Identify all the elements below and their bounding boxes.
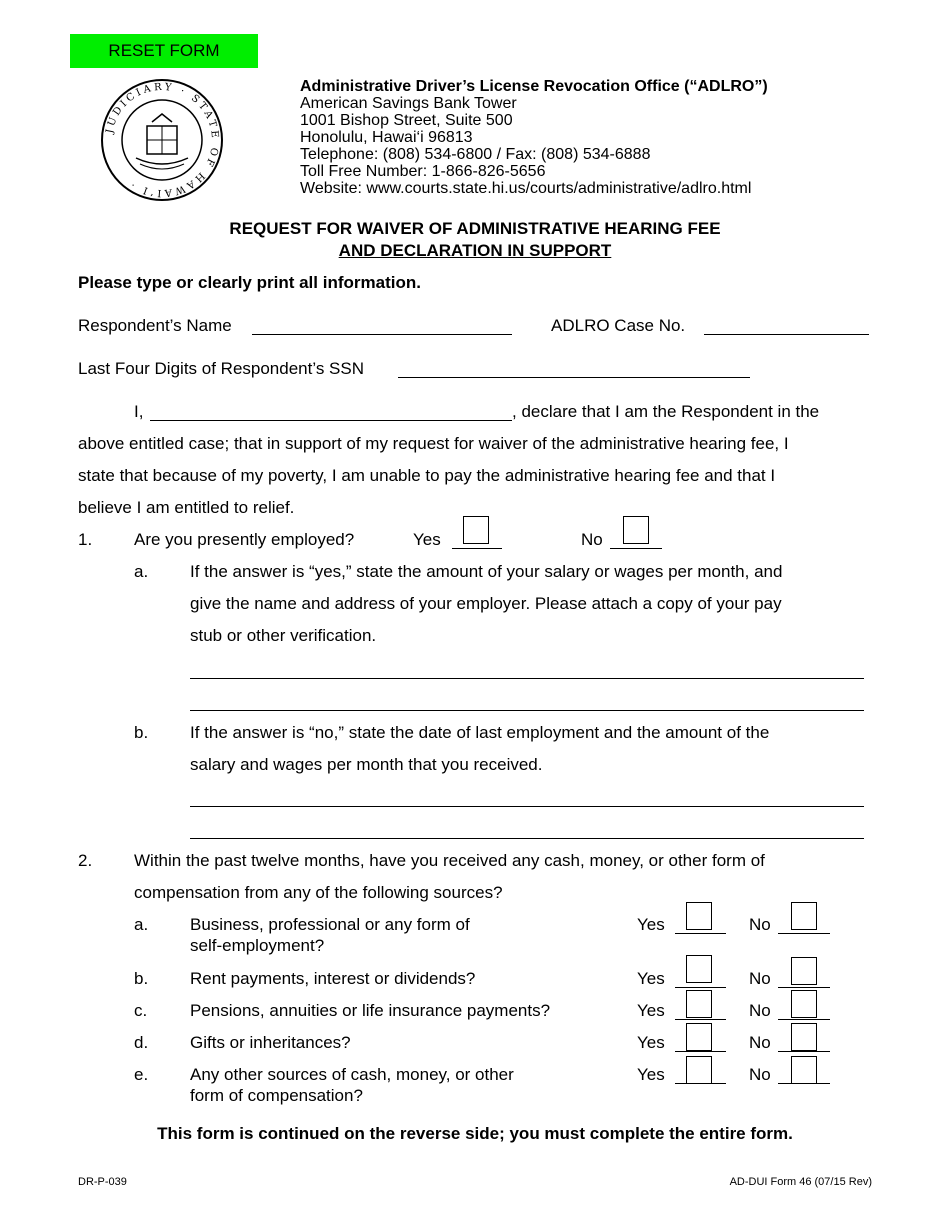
office-line: American Savings Bank Tower (300, 95, 517, 112)
ssn-field[interactable] (398, 377, 750, 378)
q2e-no-checkbox[interactable] (791, 1056, 817, 1084)
q2b-no-line (778, 987, 830, 988)
office-name: Administrative Driver’s License Revocation Office (“ADLRO”) (300, 78, 768, 95)
q2d-yes-line (675, 1051, 726, 1052)
q2c-letter: c. (134, 1001, 148, 1020)
q2-line: compensation from any of the following sources? (134, 883, 503, 902)
declaration-prefix: I, (134, 402, 144, 421)
q2c-yes-line (675, 1019, 726, 1020)
case-no-label: ADLRO Case No. (551, 316, 686, 335)
q2c-no-checkbox[interactable] (791, 990, 817, 1018)
q2e-yes-checkbox[interactable] (686, 1056, 712, 1084)
continued-note: This form is continued on the reverse side; you must complete the entire form. (157, 1124, 793, 1143)
q2c-yes-label: Yes (637, 1001, 665, 1020)
form-title-line1: REQUEST FOR WAIVER OF ADMINISTRATIVE HEARING FEE (229, 219, 721, 238)
q1a-line: give the name and address of your employer. Please attach a copy of your pay (190, 594, 782, 613)
q1-yes-checkbox[interactable] (463, 516, 489, 544)
q2a-text: Business, professional or any form of (190, 915, 470, 934)
q2a-yes-checkbox[interactable] (686, 902, 712, 930)
svg-text:JUDICIARY · STATE OF HAWAI‘I ·: JUDICIARY · STATE OF HAWAI‘I · (104, 81, 221, 199)
q2a-text: self-employment? (190, 936, 325, 955)
q2b-letter: b. (134, 969, 149, 988)
q1b-answer-field[interactable] (190, 838, 864, 839)
q2a-yes-label: Yes (637, 915, 665, 934)
q2-number: 2. (78, 851, 93, 870)
q2b-no-label: No (749, 969, 771, 988)
q2c-no-line (778, 1019, 830, 1020)
q2d-yes-label: Yes (637, 1033, 665, 1052)
case-no-field[interactable] (704, 334, 869, 335)
q2a-letter: a. (134, 915, 149, 934)
declaration-line4: believe I am entitled to relief. (78, 498, 295, 517)
q2e-text: Any other sources of cash, money, or other (190, 1065, 514, 1084)
q2c-text: Pensions, annuities or life insurance payments? (190, 1001, 551, 1020)
declaration-line1-suffix: , declare that I am the Respondent in the (512, 402, 820, 421)
q2b-no-checkbox[interactable] (791, 957, 817, 985)
form-title-line2 (0, 241, 950, 261)
office-line: Website: www.courts.state.hi.us/courts/administrative/adlro.html (300, 180, 752, 197)
q1-yes-line (452, 548, 502, 549)
q1a-line: If the answer is “yes,” state the amount of your salary or wages per month, and (190, 562, 783, 581)
office-line: Honolulu, Hawai‘i 96813 (300, 129, 473, 146)
q2e-letter: e. (134, 1065, 149, 1084)
q2d-no-label: No (749, 1033, 771, 1052)
q2b-yes-label: Yes (637, 969, 665, 988)
reset-form-button[interactable]: RESET FORM (70, 34, 258, 68)
q2d-yes-checkbox[interactable] (686, 1023, 712, 1051)
q1a-answer-field[interactable] (190, 678, 864, 679)
form-code-right: AD-DUI Form 46 (07/15 Rev) (729, 1176, 872, 1188)
q2a-no-line (778, 933, 830, 934)
q1-number: 1. (78, 530, 93, 549)
q1-question: Are you presently employed? (134, 530, 355, 549)
q1b-answer-field[interactable] (190, 806, 864, 807)
office-line: Telephone: (808) 534-6800 / Fax: (808) 534-6888 (300, 146, 651, 163)
q1b-line: salary and wages per month that you received. (190, 755, 543, 774)
q2b-yes-checkbox[interactable] (686, 955, 712, 983)
form-code-left: DR-P-039 (78, 1176, 127, 1188)
declaration-line3: state that because of my poverty, I am unable to pay the administrative hearing fee and that I (78, 466, 776, 485)
q2b-text: Rent payments, interest or dividends? (190, 969, 476, 988)
form-title-line2-text: AND DECLARATION IN SUPPORT (338, 241, 612, 260)
q1-no-label: No (581, 530, 603, 549)
q2a-no-checkbox[interactable] (791, 902, 817, 930)
declarant-name-field[interactable] (150, 420, 512, 421)
office-line: 1001 Bishop Street, Suite 500 (300, 112, 513, 129)
q1-no-line (610, 548, 662, 549)
q2d-letter: d. (134, 1033, 149, 1052)
q1a-letter: a. (134, 562, 149, 581)
q1b-line: If the answer is “no,” state the date of last employment and the amount of the (190, 723, 770, 742)
q2a-no-label: No (749, 915, 771, 934)
instructions: Please type or clearly print all information. (78, 273, 421, 292)
q2-line: Within the past twelve months, have you received any cash, money, or other form of (134, 851, 765, 870)
q2d-no-checkbox[interactable] (791, 1023, 817, 1051)
office-line: Toll Free Number: 1-866-826-5656 (300, 163, 546, 180)
office-info (300, 78, 768, 197)
respondent-name-label: Respondent’s Name (78, 316, 232, 335)
q2c-yes-checkbox[interactable] (686, 990, 712, 1018)
q2d-text: Gifts or inheritances? (190, 1033, 351, 1052)
q1b-letter: b. (134, 723, 149, 742)
q1-no-checkbox[interactable] (623, 516, 649, 544)
q1a-line: stub or other verification. (190, 626, 377, 645)
q2a-yes-line (675, 933, 726, 934)
judiciary-seal-logo (100, 78, 224, 202)
q2e-text: form of compensation? (190, 1086, 363, 1105)
ssn-label: Last Four Digits of Respondent’s SSN (78, 359, 364, 378)
respondent-name-field[interactable] (252, 334, 512, 335)
q2d-no-line (778, 1051, 830, 1052)
q1a-answer-field[interactable] (190, 710, 864, 711)
q2e-no-label: No (749, 1065, 771, 1084)
q1-yes-label: Yes (413, 530, 441, 549)
q2b-yes-line (675, 987, 726, 988)
q2c-no-label: No (749, 1001, 771, 1020)
declaration-line2: above entitled case; that in support of my request for waiver of the administrative hearing fee, I (78, 434, 789, 453)
q2e-yes-label: Yes (637, 1065, 665, 1084)
